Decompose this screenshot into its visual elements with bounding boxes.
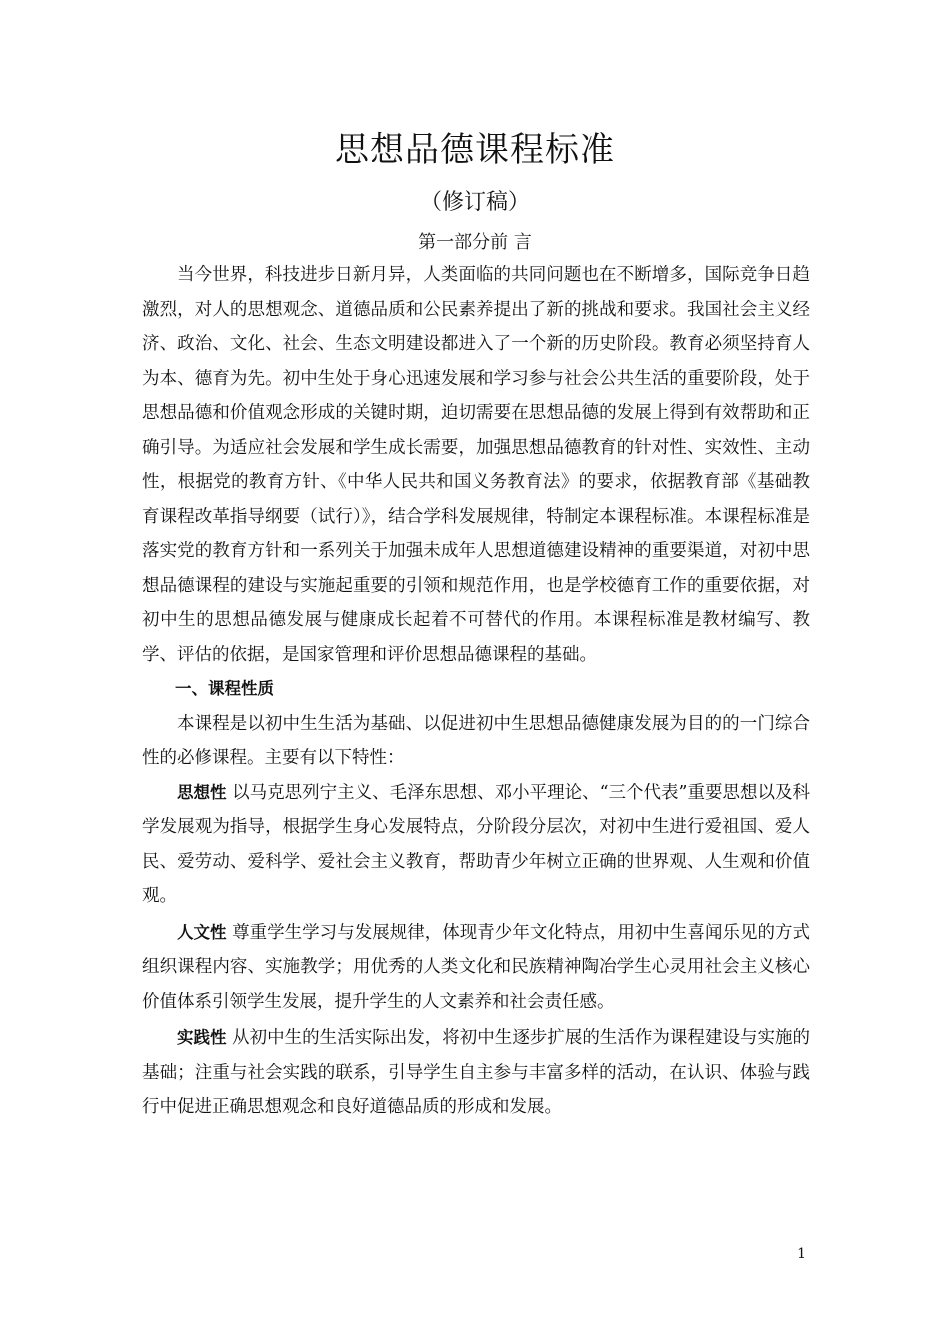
document-title: 思想品德课程标准 [335, 130, 615, 170]
trait-label: 实践性 [177, 1028, 227, 1047]
trait-paragraph-humanistic [142, 916, 810, 1020]
section-heading-course-nature: 一、课程性质 [175, 679, 274, 698]
document-subtitle: （修订稿） [419, 190, 530, 215]
trait-label: 人文性 [177, 922, 227, 942]
trait-text: 尊重学生学习与发展规律，体现青少年文化特点，用初中生喜闻乐见的方式组织课程内容、实施教学；用优秀的人类文化和民族精神陶冶学生心灵用社会主义核心价值体系引领学生发展，提升学生的人文素养和社会责任感。 [142, 922, 811, 1012]
trait-text: 以马克思列宁主义、毛泽东思想、邓小平理论、“三个代表”重要思想以及科学发展观为指导，根据学生身心发展特点，分阶段分层次，对初中生进行爱祖国、爱人民、爱劳动、爱科学、爱社会主义教育，帮助青少年树立正确的世界观、人生观和价值观。 [142, 782, 810, 906]
trait-label: 思想性 [177, 782, 227, 802]
intro-paragraph: 当今世界，科技进步日新月异，人类面临的共同问题也在不断增多，国际竞争日趋激烈，对人的思想观念、道德品质和公民素养提出了新的挑战和要求。我国社会主义经济、政治、文化、社会、生态文明建设都进入了一个新的历史阶段。教育必须坚持育人为本、德育为先。初中生处于身心迅速发展和学习参与社会公共生活的重要阶段，处于思想品德和价值观念形成的关键时期，迫切需要在思想品德的发展上得到有效帮助和正确引导。为适应社会发展和学生成长需要，加强思想品德教育的针对性、实效性、主动性，根据党的教育方针、《中华人民共和国义务教育法》的要求，依据教育部《基础教育课程改革指导纲要（试行）》，结合学科发展规律，特制定本课程标准。本课程标准是落实党的教育方针和一系列关于加强未成年人思想道德建设精神的重要渠道，对初中思想品德课程的建设与实施起重要的引领和规范作用，也是学校德育工作的重要依据，对初中生的思想品德发展与健康成长起着不可替代的作用。本课程标准是教材编写、教学、评估的依据，是国家管理和评价思想品德课程的基础。 [142, 265, 810, 665]
course-nature-paragraph: 本课程是以初中生生活为基础、以促进初中生思想品德健康发展为目的的一门综合性的必修课程。主要有以下特性： [142, 713, 810, 768]
trait-paragraph-practical [142, 1021, 810, 1125]
document-body [142, 258, 810, 1125]
page-number: 1 [797, 1246, 806, 1262]
trait-text: 从初中生的生活实际出发，将初中生逐步扩展的生活作为课程建设与实施的基础；注重与社会实践的联系，引导学生自主参与丰富多样的活动，在认识、体验与践行中促进正确思想观念和良好道德品质的形成和发展。 [142, 1028, 811, 1117]
trait-paragraph-ideological [142, 776, 810, 914]
part-heading: 第一部分前 言 [418, 232, 532, 253]
